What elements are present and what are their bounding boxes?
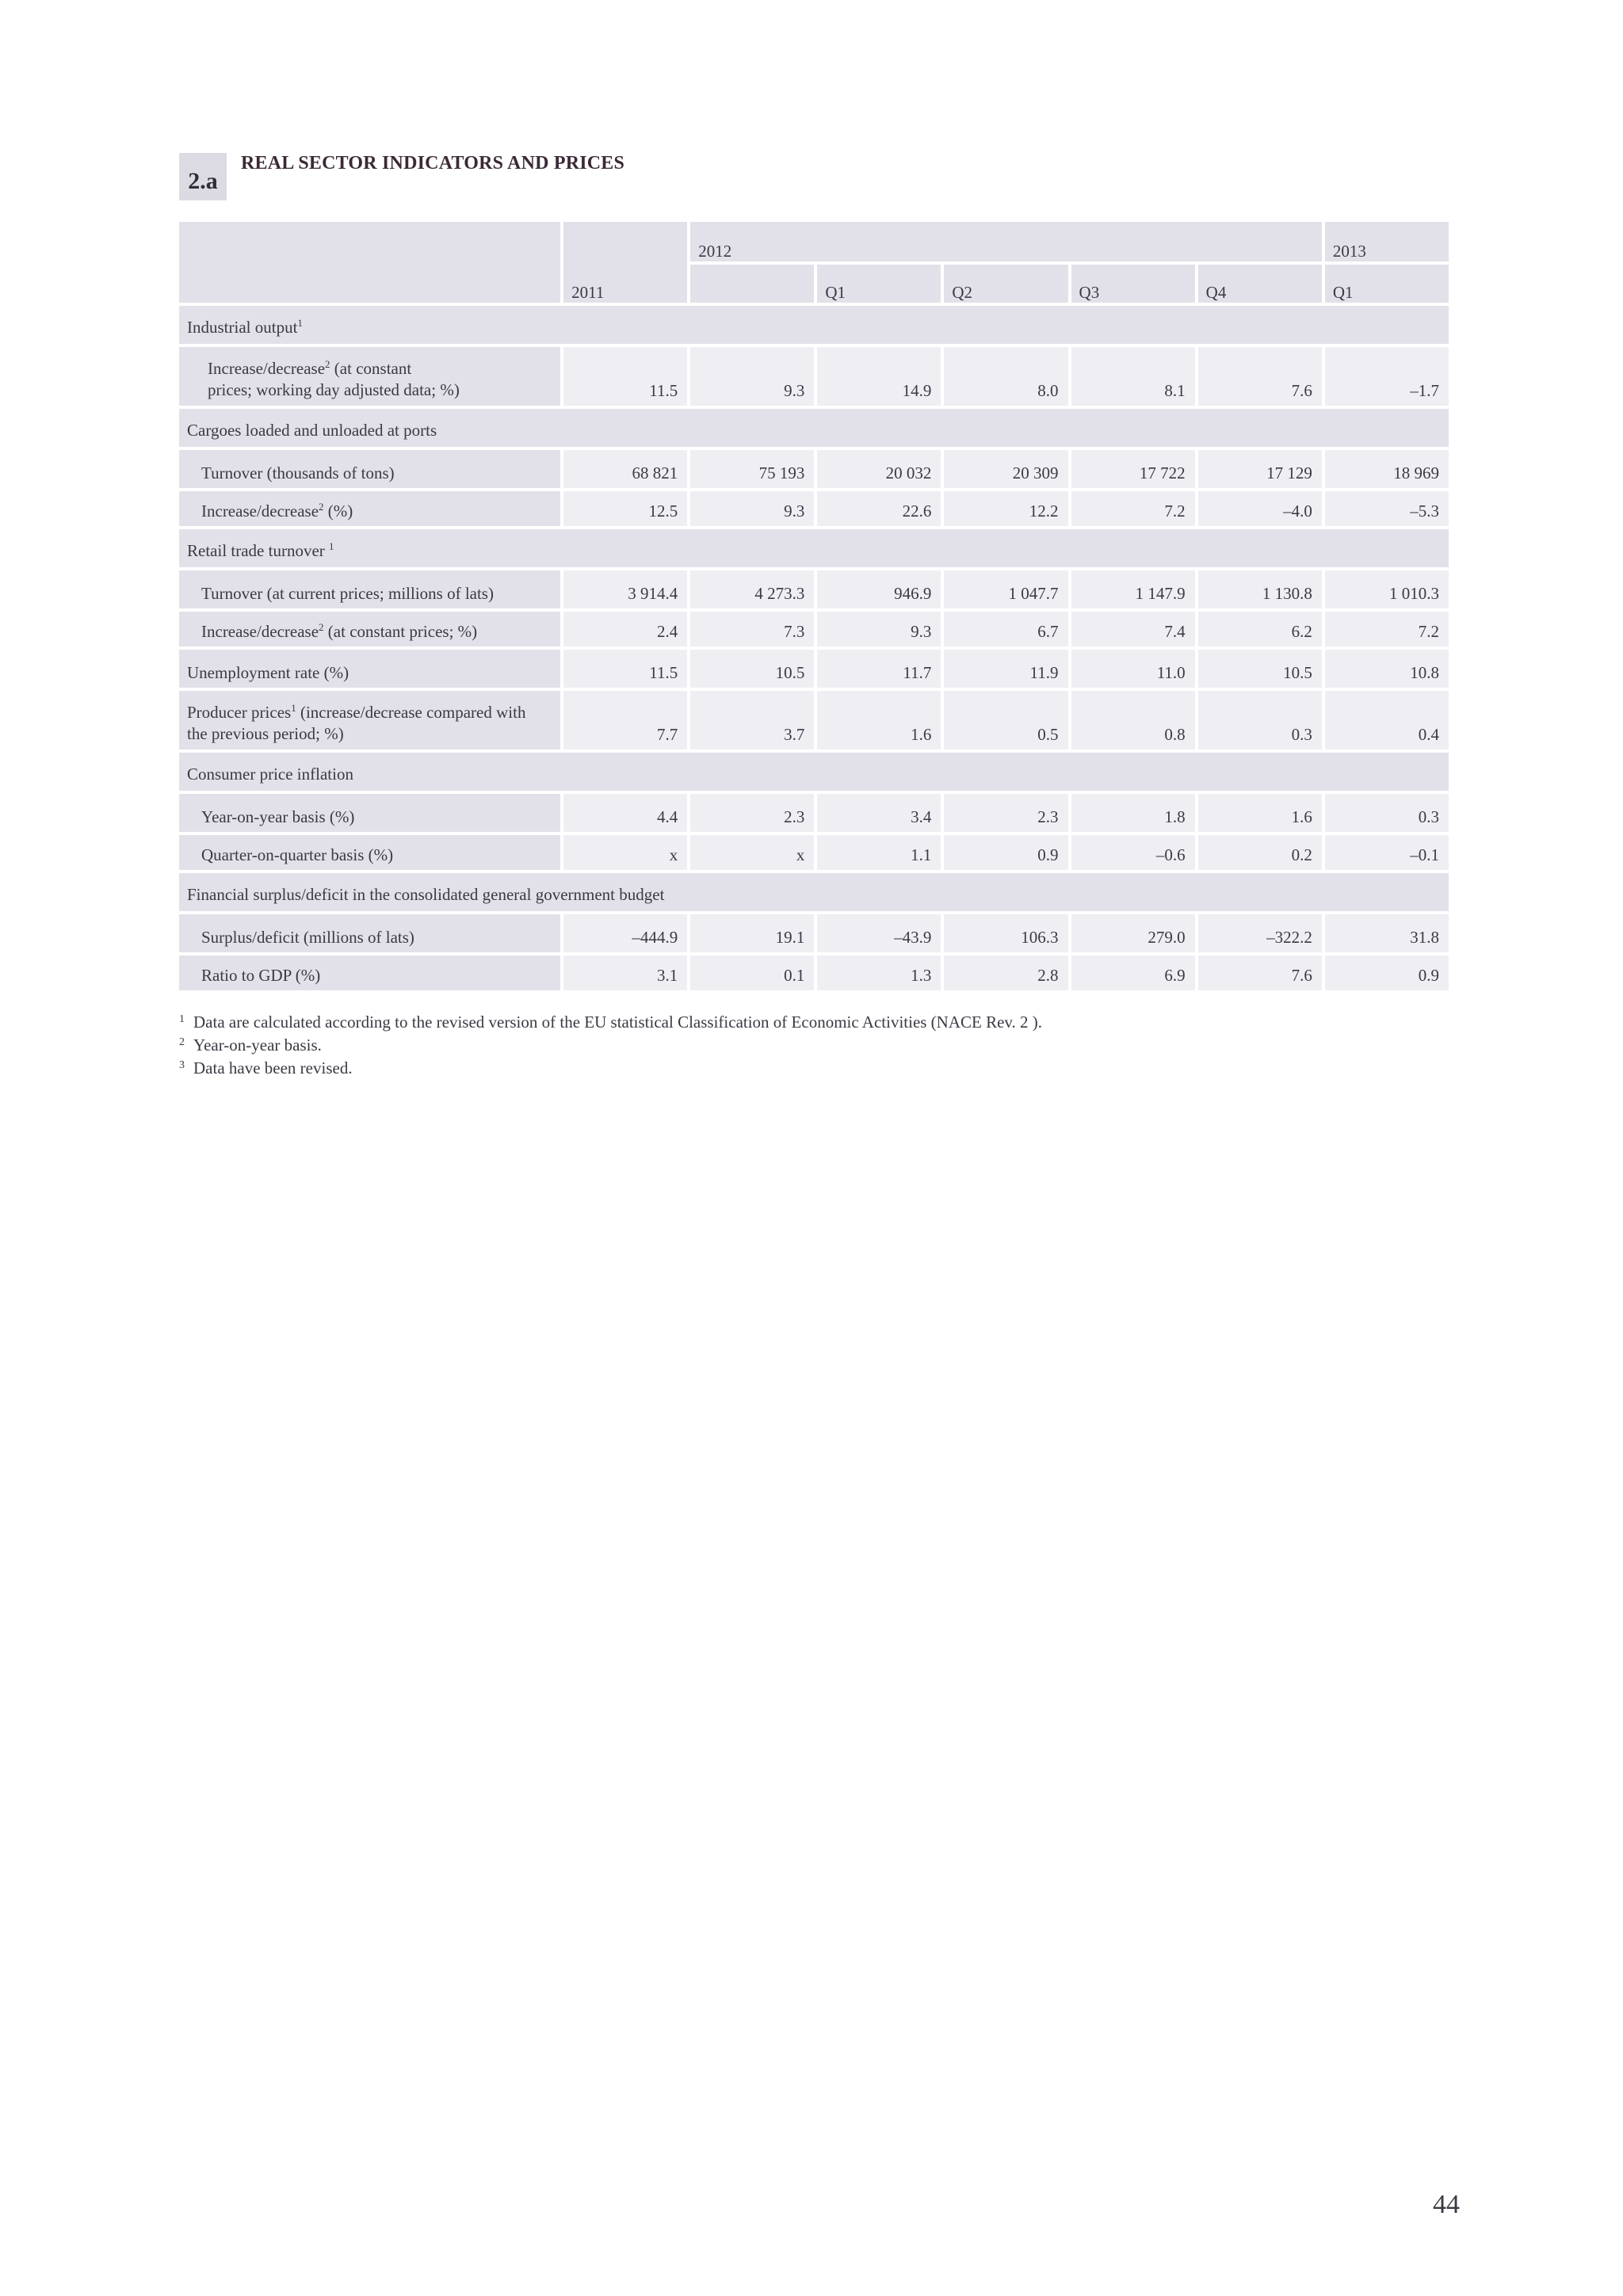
footnote-mark: 3 bbox=[179, 1059, 185, 1071]
header-blank-2012-annual bbox=[690, 265, 814, 303]
row-label-surplus: Surplus/deficit (millions of lats) bbox=[179, 914, 560, 952]
table-cell: 1 147.9 bbox=[1071, 570, 1195, 608]
table-row bbox=[179, 955, 1449, 990]
indicators-table bbox=[176, 219, 1452, 994]
group-row-financial bbox=[179, 873, 1449, 911]
table-row bbox=[179, 570, 1449, 608]
table-cell: 8.1 bbox=[1071, 347, 1195, 406]
footnote-mark: 2 bbox=[179, 1036, 185, 1048]
table-row bbox=[179, 347, 1449, 406]
table-cell: 0.8 bbox=[1071, 691, 1195, 749]
row-label-cargo-turnover: Turnover (thousands of tons) bbox=[179, 450, 560, 488]
row-label-yoy: Year-on-year basis (%) bbox=[179, 794, 560, 832]
row-label-qoq: Quarter-on-quarter basis (%) bbox=[179, 835, 560, 870]
table-cell: 22.6 bbox=[817, 491, 941, 526]
header-corner bbox=[179, 222, 560, 303]
row-label-retail-change: Increase/decrease$^2$ (at constant prices; %) bbox=[179, 612, 560, 646]
table-cell: 6.2 bbox=[1198, 612, 1322, 646]
table-cell: 8.0 bbox=[944, 347, 1067, 406]
table-cell: 75 193 bbox=[690, 450, 814, 488]
table-row bbox=[179, 691, 1449, 749]
section-number-badge: 2.a bbox=[179, 153, 227, 200]
table-cell: 0.9 bbox=[1325, 955, 1449, 990]
table-cell: 2.3 bbox=[944, 794, 1067, 832]
table-cell: 17 129 bbox=[1198, 450, 1322, 488]
header-year-2011: 2011 bbox=[563, 222, 687, 303]
footnote-text: Data have been revised. bbox=[193, 1058, 353, 1077]
table-cell: 0.1 bbox=[690, 955, 814, 990]
table-cell: 2.3 bbox=[690, 794, 814, 832]
table-cell: –0.6 bbox=[1071, 835, 1195, 870]
group-label-financial: Financial surplus/deficit in the consolidated general government budget bbox=[179, 873, 1449, 911]
table-cell: 1.8 bbox=[1071, 794, 1195, 832]
table-cell: –0.1 bbox=[1325, 835, 1449, 870]
table-cell: 10.5 bbox=[1198, 650, 1322, 688]
row-label-gdp-ratio: Ratio to GDP (%) bbox=[179, 955, 560, 990]
table-cell: 0.3 bbox=[1325, 794, 1449, 832]
table-cell: 1.6 bbox=[1198, 794, 1322, 832]
header-row-years bbox=[179, 222, 1449, 261]
table-cell: 19.1 bbox=[690, 914, 814, 952]
row-label-producer-prices: Producer prices$^1$ (increase/decrease compared with the previous period; %) bbox=[179, 691, 560, 749]
table-cell: 1 047.7 bbox=[944, 570, 1067, 608]
header-q4-2012: Q4 bbox=[1198, 265, 1322, 303]
table-cell: 11.0 bbox=[1071, 650, 1195, 688]
table-cell: 11.5 bbox=[563, 650, 687, 688]
page-number: 44 bbox=[1433, 2190, 1460, 2219]
table-cell: 17 722 bbox=[1071, 450, 1195, 488]
table-cell: –5.3 bbox=[1325, 491, 1449, 526]
table-cell: 1 130.8 bbox=[1198, 570, 1322, 608]
row-label-retail-turnover: Turnover (at current prices; millions of lats) bbox=[179, 570, 560, 608]
table-cell: 68 821 bbox=[563, 450, 687, 488]
table-cell: 0.5 bbox=[944, 691, 1067, 749]
table-cell: 1.1 bbox=[817, 835, 941, 870]
group-row-industrial bbox=[179, 306, 1449, 344]
table-row bbox=[179, 794, 1449, 832]
table-cell: 11.7 bbox=[817, 650, 941, 688]
table-cell: 20 309 bbox=[944, 450, 1067, 488]
table-cell: 6.7 bbox=[944, 612, 1067, 646]
table-cell: x bbox=[563, 835, 687, 870]
table-cell: –444.9 bbox=[563, 914, 687, 952]
table-cell: 7.6 bbox=[1198, 955, 1322, 990]
header-year-2012: 2012 bbox=[690, 222, 1322, 261]
table-row bbox=[179, 450, 1449, 488]
footnote-text: Data are calculated according to the revised version of the EU statistical Classification of Economic Activities (NACE Rev. 2 ). bbox=[193, 1013, 1043, 1032]
table-cell: 12.5 bbox=[563, 491, 687, 526]
table-cell: 279.0 bbox=[1071, 914, 1195, 952]
table-cell: 106.3 bbox=[944, 914, 1067, 952]
table-cell: 10.5 bbox=[690, 650, 814, 688]
table-row bbox=[179, 612, 1449, 646]
table-row bbox=[179, 650, 1449, 688]
table-cell: 946.9 bbox=[817, 570, 941, 608]
table-row bbox=[179, 491, 1449, 526]
table-cell: 2.8 bbox=[944, 955, 1067, 990]
table-cell: x bbox=[690, 835, 814, 870]
header-q3-2012: Q3 bbox=[1071, 265, 1195, 303]
table-cell: –43.9 bbox=[817, 914, 941, 952]
table-cell: 7.3 bbox=[690, 612, 814, 646]
table-cell: 0.9 bbox=[944, 835, 1067, 870]
row-label-unemployment: Unemployment rate (%) bbox=[179, 650, 560, 688]
table-cell: 20 032 bbox=[817, 450, 941, 488]
table-cell: 2.4 bbox=[563, 612, 687, 646]
table-row bbox=[179, 914, 1449, 952]
footnote-text: Year-on-year basis. bbox=[193, 1035, 322, 1055]
table-cell: 18 969 bbox=[1325, 450, 1449, 488]
group-label-cargoes: Cargoes loaded and unloaded at ports bbox=[179, 409, 1449, 447]
table-cell: 3 914.4 bbox=[563, 570, 687, 608]
table-cell: 3.1 bbox=[563, 955, 687, 990]
table-cell: 7.2 bbox=[1071, 491, 1195, 526]
table-cell: 0.4 bbox=[1325, 691, 1449, 749]
table-cell: 4 273.3 bbox=[690, 570, 814, 608]
table-cell: 11.5 bbox=[563, 347, 687, 406]
table-cell: 7.7 bbox=[563, 691, 687, 749]
table-cell: 1.6 bbox=[817, 691, 941, 749]
header-year-2013: 2013 bbox=[1325, 222, 1449, 261]
header-q2-2012: Q2 bbox=[944, 265, 1067, 303]
table-cell: 3.4 bbox=[817, 794, 941, 832]
table-cell: 9.3 bbox=[817, 612, 941, 646]
footnotes bbox=[179, 1011, 1042, 1080]
table-cell: 10.8 bbox=[1325, 650, 1449, 688]
group-row-retail bbox=[179, 529, 1449, 567]
group-label-consumer: Consumer price inflation bbox=[179, 753, 1449, 791]
table-cell: 3.7 bbox=[690, 691, 814, 749]
table-cell: 7.4 bbox=[1071, 612, 1195, 646]
table-cell: 7.6 bbox=[1198, 347, 1322, 406]
table-cell: 31.8 bbox=[1325, 914, 1449, 952]
group-row-consumer bbox=[179, 753, 1449, 791]
footnote-mark: 1 bbox=[179, 1013, 185, 1025]
footnote bbox=[179, 1034, 1042, 1057]
table-cell: –4.0 bbox=[1198, 491, 1322, 526]
footnote bbox=[179, 1057, 1042, 1080]
table-cell: 1 010.3 bbox=[1325, 570, 1449, 608]
group-label-retail: Retail trade turnover $^1$ bbox=[179, 529, 1449, 567]
table-cell: 9.3 bbox=[690, 347, 814, 406]
group-row-cargoes bbox=[179, 409, 1449, 447]
table-cell: 9.3 bbox=[690, 491, 814, 526]
header-q1-2013: Q1 bbox=[1325, 265, 1449, 303]
table-cell: 0.3 bbox=[1198, 691, 1322, 749]
table-cell: 4.4 bbox=[563, 794, 687, 832]
row-label-industrial-change: Increase/decrease$^2$ (at constant prices; working day adjusted data; %) bbox=[179, 347, 560, 406]
table-cell: 11.9 bbox=[944, 650, 1067, 688]
table-cell: 7.2 bbox=[1325, 612, 1449, 646]
section-title: REAL SECTOR INDICATORS AND PRICES bbox=[241, 153, 625, 174]
table-cell: 1.3 bbox=[817, 955, 941, 990]
table-row bbox=[179, 835, 1449, 870]
table-cell: –322.2 bbox=[1198, 914, 1322, 952]
table-cell: 14.9 bbox=[817, 347, 941, 406]
group-label-industrial: Industrial output$^1$ bbox=[179, 306, 1449, 344]
row-label-cargo-change: Increase/decrease$^2$ (%) bbox=[179, 491, 560, 526]
table-cell: –1.7 bbox=[1325, 347, 1449, 406]
table-cell: 0.2 bbox=[1198, 835, 1322, 870]
table-cell: 12.2 bbox=[944, 491, 1067, 526]
table-cell: 6.9 bbox=[1071, 955, 1195, 990]
footnote bbox=[179, 1011, 1042, 1034]
header-q1-2012: Q1 bbox=[817, 265, 941, 303]
